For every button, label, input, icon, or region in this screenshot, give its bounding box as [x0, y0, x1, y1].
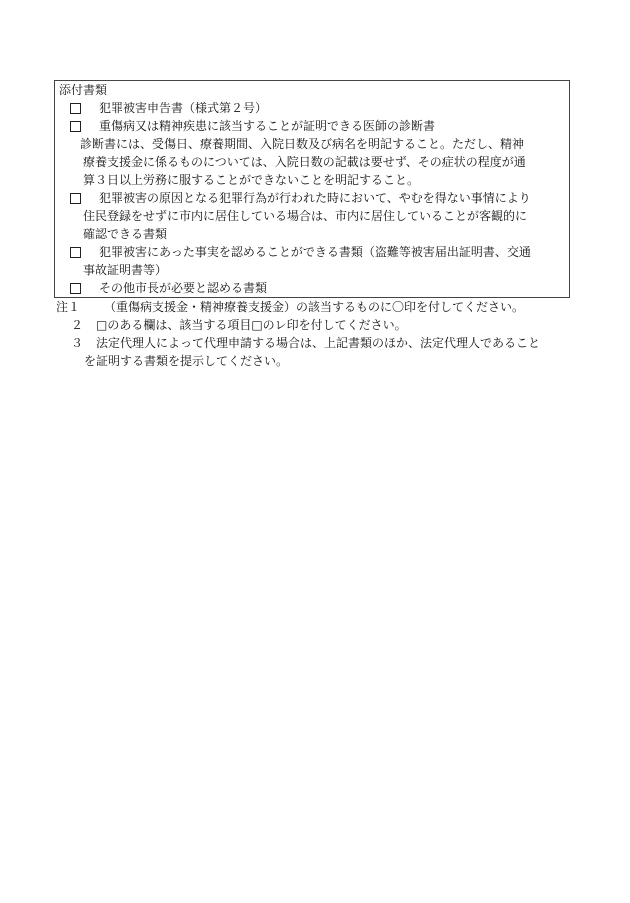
checkbox-item-1[interactable]: [70, 103, 81, 114]
note-text: を証明する書類を提示してください。: [84, 354, 289, 368]
note-text: （重傷病支援金・精神療養支援金）の該当するものに〇印を付してください。: [104, 300, 525, 314]
attachment-item-4: 事故証明書等）: [83, 263, 168, 277]
checkbox-item-2[interactable]: [70, 121, 81, 132]
checkbox-item-4[interactable]: [70, 247, 81, 258]
attachment-item-5: その他市長が必要と認める書類: [99, 281, 268, 295]
note-label: ２: [71, 318, 84, 332]
attachments-box: [54, 80, 570, 298]
checkbox-item-3[interactable]: [70, 193, 81, 204]
attachment-item-2: 重傷病又は精神疾患に該当することが証明できる医師の診断書: [99, 119, 436, 133]
note-text: 法定代理人によって代理申請する場合は、上記書類のほか、法定代理人であること: [96, 336, 541, 350]
attachment-item-1: 犯罪被害申告書（様式第２号）: [99, 101, 268, 115]
note-label: 注１: [56, 300, 81, 314]
attachment-item-3: 確認できる書類: [83, 227, 168, 241]
attachment-item-3: 住民登録をせずに市内に居住している場合は、市内に居住していることが客観的に: [83, 209, 528, 223]
attachments-title: 添付書類: [59, 83, 108, 97]
note-text: □のある欄は、該当する項目□のレ印を付してください。: [96, 318, 407, 332]
attachment-item-4: 犯罪被害にあった事実を認めることができる書類（盗難等被害届出証明書、交通: [99, 245, 531, 259]
checkbox-item-5[interactable]: [70, 283, 81, 294]
attachment-item-2-detail: 算３日以上労務に服することができないことを明記すること。: [83, 173, 420, 187]
attachment-item-2-detail: 診断書には、受傷日、療養期間、入院日数及び病名を明記すること。ただし、精神: [80, 137, 525, 151]
attachment-item-2-detail: 療養支援金に係るものについては、入院日数の記載は要せず、その症状の程度が通: [83, 155, 526, 169]
note-label: ３: [71, 336, 84, 350]
attachment-item-3: 犯罪被害の原因となる犯罪行為が行われた時において、やむを得ない事情により: [99, 191, 531, 205]
